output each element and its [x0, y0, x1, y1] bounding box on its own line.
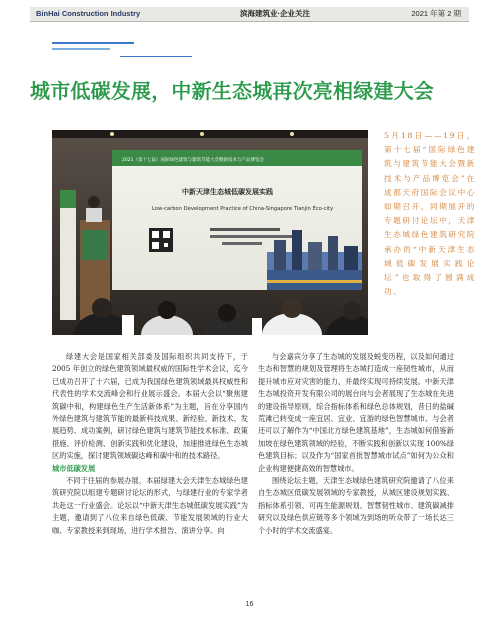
magazine-section-cn: 滨海建筑业·企业关注 — [240, 9, 310, 18]
body-column-left — [52, 351, 248, 537]
decorative-rule-2 — [52, 48, 110, 50]
decorative-rule-1 — [52, 42, 134, 44]
body-paragraph: 不同于往届的参展办展，本届绿建大会天津生态城绿色建筑研究院以组建专题研讨论坛的形式，与绿建行业的专家学者共赴这一行业盛会。论坛以“中新天津生态城低碳发展实践”为主题，邀请到了八位来自绿色低碳、节能发展领域的行业大咖、专家教授来到现场，进行学术报告、演讲分享。向 — [52, 476, 248, 535]
screen-banner: 2021（第十七届）国际绿色建筑与建筑节能大会暨新技术与产品博览会 — [122, 158, 264, 163]
body-paragraph: 绿建大会是国家相关部委及国际组织共同支持下，于 2005 年创立的绿色建筑领域最权威的国际性学术会议，迄今已成功召开了十六届，已成为我国绿色建筑领域最具权威性和代表性的学术交流峰会和行业展示盛会。本届大会以“聚焦建筑碳中和，构建绿色生产生活新体系”为主题，旨在分享国内外绿色建筑与建筑节能的最新科技成果、新经验、新技术、发展趋势、成功案例，研讨绿色建筑与建筑节能技术标准、政策措施、评价检测、创新实践和优化建设，加速推进绿色生态城区的实施，探讨建筑领域碳达峰和碳中和的技术路径。 — [52, 352, 248, 461]
body-paragraph: 围绕论坛主题，天津生态城绿色建筑研究院邀请了八位来自生态城区低碳发展领域的专家教授，从城区建设规划实践、指标体系引领、可再生能源规划、智慧韧性城市、建筑碳减排研究以及绿色供应链等多个领域为到场的听众带了一场长达三个小时的学术交流盛宴。 — [258, 476, 454, 535]
body-paragraph: 与会嘉宾分享了生态城的发展及蜕变历程，以及如何通过生态和智慧的规划及管理将生态城打造成一座韧性城市，从而提升城市应对灾害的能力，并最终实现可持续发展。中新天津生态城投资开发有限公司的展台向与会者展现了生态城在先进的建设指导原则，综合指标体系和绿色总体规划，昔日的盐碱荒滩已转变成一座宜居、宜业、宜游的绿色智慧城市。与会者还可以了解作为“中国北方绿色建筑基地”，生态城如何借鉴新加坡在绿色建筑领域的经验，不断实践和创新以实现 100%绿色建筑目标；以及作为“国家首批智慧城市试点”如何为公众和企业构建便捷高效的智慧城市。 — [258, 352, 454, 473]
running-header — [30, 7, 469, 22]
magazine-name-en: BinHai Construction Industry — [36, 9, 141, 18]
screen-title-cn: 中新天津生态城低碳发展实践 — [182, 188, 273, 196]
section-subheading: 城市低碳发展 — [52, 463, 96, 473]
issue-number: 2021 年第 2 期 — [411, 9, 461, 18]
conference-photo — [52, 130, 368, 335]
decorative-rule-3 — [120, 56, 192, 57]
body-column-right — [258, 351, 454, 537]
article-title: 城市低碳发展，中新生态城再次亮相绿建大会 — [30, 79, 434, 103]
screen-title-en: Low-carbon Development Practice of China-Singapore Tianjin Eco-city — [152, 206, 334, 212]
side-summary: 5月18日——19日，第十七届“国际绿色建筑与建筑节能大会暨新技术与产品博览会”在成都天府国际会议中心如期召开，同期展开的专题研讨论坛中，天津生态城绿色建筑研究院承办的“中新天津生态城低碳发展实践论坛”也取得了圆满成功。 — [384, 131, 476, 297]
page-number: 16 — [245, 601, 254, 608]
